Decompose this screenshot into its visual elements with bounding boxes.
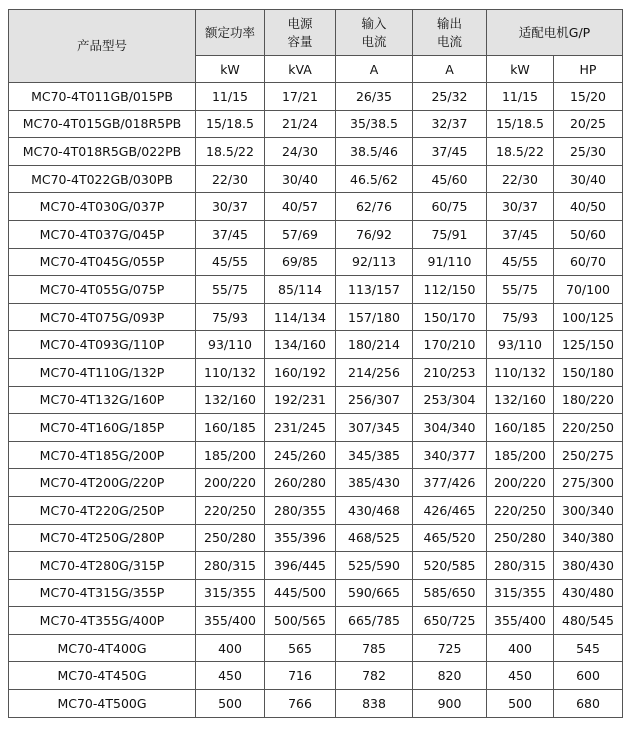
cell-model: MC70-4T075G/093P	[9, 303, 196, 331]
cell-rated-power: 250/280	[196, 524, 265, 552]
cell-power-capacity: 565	[265, 634, 336, 662]
cell-input-current: 46.5/62	[336, 165, 413, 193]
cell-input-current: 665/785	[336, 607, 413, 635]
unit-motor-hp: HP	[554, 56, 623, 83]
cell-model: MC70-4T500G	[9, 690, 196, 718]
unit-rated-power: kW	[196, 56, 265, 83]
header-output-current-line2: 电流	[436, 33, 462, 49]
cell-motor-kw: 355/400	[487, 607, 554, 635]
cell-input-current: 838	[336, 690, 413, 718]
cell-power-capacity: 24/30	[265, 138, 336, 166]
cell-motor-hp: 60/70	[554, 248, 623, 276]
cell-motor-kw: 280/315	[487, 552, 554, 580]
cell-output-current: 112/150	[413, 276, 487, 304]
cell-motor-kw: 500	[487, 690, 554, 718]
cell-rated-power: 220/250	[196, 496, 265, 524]
cell-input-current: 157/180	[336, 303, 413, 331]
cell-output-current: 465/520	[413, 524, 487, 552]
cell-rated-power: 75/93	[196, 303, 265, 331]
table-row	[9, 441, 623, 469]
cell-input-current: 782	[336, 662, 413, 690]
cell-model: MC70-4T110G/132P	[9, 358, 196, 386]
cell-power-capacity: 766	[265, 690, 336, 718]
cell-motor-hp: 380/430	[554, 552, 623, 580]
cell-output-current: 520/585	[413, 552, 487, 580]
table-row	[9, 276, 623, 304]
cell-output-current: 25/32	[413, 83, 487, 111]
cell-motor-hp: 275/300	[554, 469, 623, 497]
cell-motor-hp: 680	[554, 690, 623, 718]
cell-input-current: 38.5/46	[336, 138, 413, 166]
cell-motor-hp: 220/250	[554, 414, 623, 442]
cell-model: MC70-4T400G	[9, 634, 196, 662]
table-row	[9, 138, 623, 166]
cell-input-current: 345/385	[336, 441, 413, 469]
cell-motor-kw: 55/75	[487, 276, 554, 304]
cell-power-capacity: 21/24	[265, 110, 336, 138]
cell-rated-power: 18.5/22	[196, 138, 265, 166]
unit-output-current: A	[413, 56, 487, 83]
cell-power-capacity: 85/114	[265, 276, 336, 304]
header-input-current-line1: 输入	[361, 15, 387, 31]
cell-motor-hp: 50/60	[554, 220, 623, 248]
cell-motor-kw: 132/160	[487, 386, 554, 414]
cell-input-current: 35/38.5	[336, 110, 413, 138]
cell-motor-kw: 45/55	[487, 248, 554, 276]
cell-power-capacity: 160/192	[265, 358, 336, 386]
cell-output-current: 725	[413, 634, 487, 662]
cell-rated-power: 355/400	[196, 607, 265, 635]
table-row	[9, 634, 623, 662]
cell-model: MC70-4T160G/185P	[9, 414, 196, 442]
table-row	[9, 331, 623, 359]
header-output-current-line1: 输出	[436, 15, 462, 31]
cell-motor-hp: 125/150	[554, 331, 623, 359]
spec-table	[8, 9, 623, 718]
cell-model: MC70-4T355G/400P	[9, 607, 196, 635]
cell-model: MC70-4T045G/055P	[9, 248, 196, 276]
cell-power-capacity: 280/355	[265, 496, 336, 524]
cell-model: MC70-4T018R5GB/022PB	[9, 138, 196, 166]
cell-input-current: 430/468	[336, 496, 413, 524]
cell-power-capacity: 192/231	[265, 386, 336, 414]
cell-model: MC70-4T132G/160P	[9, 386, 196, 414]
cell-rated-power: 22/30	[196, 165, 265, 193]
cell-rated-power: 315/355	[196, 579, 265, 607]
cell-rated-power: 110/132	[196, 358, 265, 386]
cell-output-current: 585/650	[413, 579, 487, 607]
cell-motor-kw: 37/45	[487, 220, 554, 248]
cell-motor-hp: 30/40	[554, 165, 623, 193]
cell-input-current: 92/113	[336, 248, 413, 276]
cell-output-current: 820	[413, 662, 487, 690]
cell-input-current: 785	[336, 634, 413, 662]
cell-rated-power: 30/37	[196, 193, 265, 221]
cell-rated-power: 500	[196, 690, 265, 718]
header-input-current	[336, 10, 413, 56]
cell-rated-power: 132/160	[196, 386, 265, 414]
cell-motor-kw: 15/18.5	[487, 110, 554, 138]
table-row	[9, 662, 623, 690]
cell-rated-power: 15/18.5	[196, 110, 265, 138]
cell-output-current: 91/110	[413, 248, 487, 276]
cell-motor-hp: 180/220	[554, 386, 623, 414]
header-row	[9, 10, 623, 56]
cell-motor-kw: 30/37	[487, 193, 554, 221]
cell-power-capacity: 134/160	[265, 331, 336, 359]
table-row	[9, 469, 623, 497]
cell-motor-kw: 220/250	[487, 496, 554, 524]
table-row	[9, 83, 623, 111]
cell-motor-hp: 40/50	[554, 193, 623, 221]
unit-input-current: A	[336, 56, 413, 83]
cell-motor-kw: 93/110	[487, 331, 554, 359]
cell-model: MC70-4T055G/075P	[9, 276, 196, 304]
table-row	[9, 110, 623, 138]
cell-power-capacity: 114/134	[265, 303, 336, 331]
table-row	[9, 496, 623, 524]
cell-motor-kw: 22/30	[487, 165, 554, 193]
cell-rated-power: 37/45	[196, 220, 265, 248]
header-power-capacity-line1: 电源	[287, 15, 313, 31]
cell-model: MC70-4T030G/037P	[9, 193, 196, 221]
table-row	[9, 552, 623, 580]
cell-motor-hp: 100/125	[554, 303, 623, 331]
cell-input-current: 214/256	[336, 358, 413, 386]
cell-rated-power: 450	[196, 662, 265, 690]
cell-model: MC70-4T015GB/018R5PB	[9, 110, 196, 138]
cell-motor-kw: 400	[487, 634, 554, 662]
cell-rated-power: 200/220	[196, 469, 265, 497]
unit-power-capacity: kVA	[265, 56, 336, 83]
cell-motor-hp: 150/180	[554, 358, 623, 386]
cell-power-capacity: 500/565	[265, 607, 336, 635]
cell-power-capacity: 40/57	[265, 193, 336, 221]
table-row	[9, 579, 623, 607]
header-rated-power: 额定功率	[196, 10, 265, 56]
header-model: 产品型号	[9, 10, 196, 83]
cell-output-current: 170/210	[413, 331, 487, 359]
cell-motor-kw: 11/15	[487, 83, 554, 111]
cell-output-current: 60/75	[413, 193, 487, 221]
spec-table-container	[8, 9, 623, 718]
cell-motor-hp: 600	[554, 662, 623, 690]
cell-model: MC70-4T280G/315P	[9, 552, 196, 580]
table-body	[9, 83, 623, 718]
cell-output-current: 210/253	[413, 358, 487, 386]
cell-power-capacity: 716	[265, 662, 336, 690]
cell-motor-kw: 110/132	[487, 358, 554, 386]
table-row	[9, 193, 623, 221]
cell-output-current: 426/465	[413, 496, 487, 524]
cell-model: MC70-4T250G/280P	[9, 524, 196, 552]
table-row	[9, 386, 623, 414]
cell-motor-hp: 70/100	[554, 276, 623, 304]
table-row	[9, 414, 623, 442]
cell-motor-hp: 480/545	[554, 607, 623, 635]
cell-power-capacity: 231/245	[265, 414, 336, 442]
cell-input-current: 468/525	[336, 524, 413, 552]
cell-power-capacity: 17/21	[265, 83, 336, 111]
table-row	[9, 607, 623, 635]
cell-output-current: 340/377	[413, 441, 487, 469]
cell-motor-kw: 450	[487, 662, 554, 690]
cell-output-current: 32/37	[413, 110, 487, 138]
unit-motor-kw: kW	[487, 56, 554, 83]
cell-input-current: 256/307	[336, 386, 413, 414]
cell-motor-hp: 545	[554, 634, 623, 662]
cell-input-current: 76/92	[336, 220, 413, 248]
cell-motor-hp: 20/25	[554, 110, 623, 138]
table-row	[9, 303, 623, 331]
table-row	[9, 690, 623, 718]
cell-output-current: 37/45	[413, 138, 487, 166]
cell-output-current: 45/60	[413, 165, 487, 193]
cell-power-capacity: 57/69	[265, 220, 336, 248]
cell-input-current: 307/345	[336, 414, 413, 442]
cell-rated-power: 185/200	[196, 441, 265, 469]
cell-input-current: 26/35	[336, 83, 413, 111]
cell-motor-hp: 25/30	[554, 138, 623, 166]
cell-motor-kw: 185/200	[487, 441, 554, 469]
cell-motor-hp: 340/380	[554, 524, 623, 552]
cell-output-current: 650/725	[413, 607, 487, 635]
cell-output-current: 900	[413, 690, 487, 718]
cell-input-current: 590/665	[336, 579, 413, 607]
cell-power-capacity: 260/280	[265, 469, 336, 497]
cell-motor-hp: 15/20	[554, 83, 623, 111]
cell-power-capacity: 30/40	[265, 165, 336, 193]
cell-motor-kw: 160/185	[487, 414, 554, 442]
cell-power-capacity: 445/500	[265, 579, 336, 607]
cell-model: MC70-4T220G/250P	[9, 496, 196, 524]
header-output-current	[413, 10, 487, 56]
header-input-current-line2: 电流	[361, 33, 387, 49]
table-header	[9, 10, 623, 83]
cell-rated-power: 280/315	[196, 552, 265, 580]
cell-input-current: 525/590	[336, 552, 413, 580]
cell-rated-power: 400	[196, 634, 265, 662]
header-adapted-motor: 适配电机G/P	[487, 10, 623, 56]
cell-input-current: 62/76	[336, 193, 413, 221]
cell-model: MC70-4T185G/200P	[9, 441, 196, 469]
cell-rated-power: 45/55	[196, 248, 265, 276]
header-power-capacity	[265, 10, 336, 56]
cell-motor-hp: 250/275	[554, 441, 623, 469]
cell-rated-power: 55/75	[196, 276, 265, 304]
table-row	[9, 524, 623, 552]
cell-rated-power: 160/185	[196, 414, 265, 442]
cell-output-current: 377/426	[413, 469, 487, 497]
cell-power-capacity: 69/85	[265, 248, 336, 276]
table-row	[9, 358, 623, 386]
cell-rated-power: 93/110	[196, 331, 265, 359]
cell-motor-kw: 250/280	[487, 524, 554, 552]
cell-input-current: 385/430	[336, 469, 413, 497]
table-row	[9, 220, 623, 248]
table-row	[9, 165, 623, 193]
cell-motor-kw: 75/93	[487, 303, 554, 331]
cell-model: MC70-4T022GB/030PB	[9, 165, 196, 193]
cell-motor-hp: 430/480	[554, 579, 623, 607]
cell-motor-kw: 18.5/22	[487, 138, 554, 166]
cell-model: MC70-4T315G/355P	[9, 579, 196, 607]
cell-motor-kw: 315/355	[487, 579, 554, 607]
cell-model: MC70-4T200G/220P	[9, 469, 196, 497]
cell-model: MC70-4T037G/045P	[9, 220, 196, 248]
cell-model: MC70-4T011GB/015PB	[9, 83, 196, 111]
cell-motor-kw: 200/220	[487, 469, 554, 497]
table-row	[9, 248, 623, 276]
cell-model: MC70-4T450G	[9, 662, 196, 690]
cell-input-current: 180/214	[336, 331, 413, 359]
cell-output-current: 304/340	[413, 414, 487, 442]
cell-output-current: 150/170	[413, 303, 487, 331]
cell-power-capacity: 355/396	[265, 524, 336, 552]
cell-output-current: 253/304	[413, 386, 487, 414]
header-power-capacity-line2: 容量	[287, 33, 313, 49]
cell-model: MC70-4T093G/110P	[9, 331, 196, 359]
cell-rated-power: 11/15	[196, 83, 265, 111]
cell-power-capacity: 245/260	[265, 441, 336, 469]
cell-input-current: 113/157	[336, 276, 413, 304]
cell-output-current: 75/91	[413, 220, 487, 248]
cell-motor-hp: 300/340	[554, 496, 623, 524]
cell-power-capacity: 396/445	[265, 552, 336, 580]
